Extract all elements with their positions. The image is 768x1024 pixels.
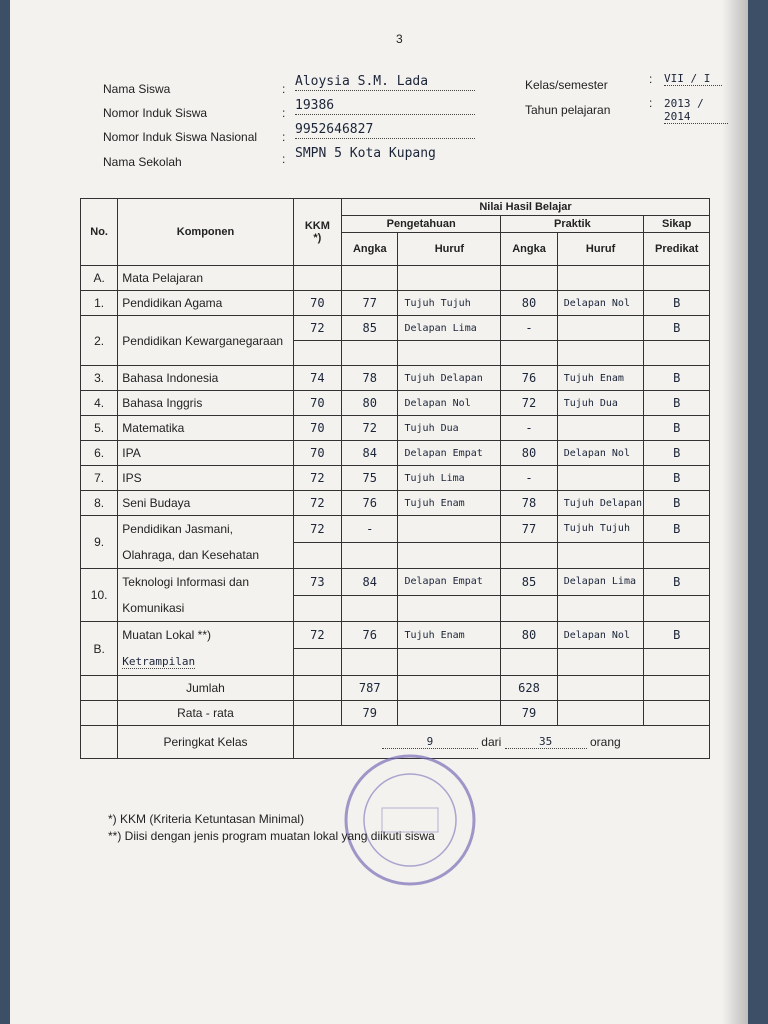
row-praktik-angka: 80 [501,291,557,316]
row-praktik-angka: 72 [501,391,557,416]
table-row [81,491,710,516]
rata-praktik: 79 [501,701,557,726]
row-no: 6. [81,441,118,466]
row-praktik-huruf [557,316,644,341]
row-praktik-huruf: Delapan Nol [557,291,644,316]
row-pengetahuan-huruf: Delapan Nol [398,391,501,416]
row-praktik-angka: - [501,466,557,491]
section-b-kkm: 72 [293,622,341,649]
blank-cell [644,595,710,622]
muatan-lokal-name: Ketrampilan [122,655,196,668]
row-predikat: B [644,416,710,441]
section-b-k-angka: 80 [501,622,557,649]
row-no: 7. [81,466,118,491]
row-predikat: B [644,516,710,543]
jumlah-pengetahuan: 787 [342,676,398,701]
student-name-value: Aloysia S.M. Lada [295,74,475,91]
header-pengetahuan-angka: Angka [342,233,398,266]
jumlah-row [81,676,710,701]
row-komponen: IPS [118,466,293,491]
nis-value: 19386 [295,98,475,115]
colon: : [282,152,286,166]
section-b-k-huruf: Delapan Nol [557,622,644,649]
row-kkm: 70 [293,391,341,416]
row-kkm: 72 [293,516,341,543]
header-nilai: Nilai Hasil Belajar [342,199,710,216]
rata-label: Rata - rata [118,701,293,726]
row-praktik-angka: 77 [501,516,557,543]
row-pengetahuan-angka: - [342,516,398,543]
rank-total: 35 [505,735,587,749]
row-pengetahuan-angka: 77 [342,291,398,316]
row-predikat: B [644,569,710,596]
stamp-inner-ring [364,774,456,866]
row-praktik-angka: 78 [501,491,557,516]
peringkat-label: Peringkat Kelas [118,726,293,759]
row-predikat: B [644,441,710,466]
row-komponen: Seni Budaya [118,491,293,516]
header-kkm-label: KKM [304,220,330,232]
section-a-no: A. [81,266,118,291]
blank-cell [557,595,644,622]
row-pengetahuan-huruf: Tujuh Delapan [398,366,501,391]
row-no: 4. [81,391,118,416]
colon: : [649,72,653,86]
row-komponen: Pendidikan Jasmani, Olahraga, dan Kesehatan [118,516,293,569]
row-praktik-huruf: Delapan Nol [557,441,644,466]
blank-cell [342,341,398,366]
row-pengetahuan-huruf: Delapan Empat [398,569,501,596]
school-label: Nama Sekolah [103,155,182,169]
nisn-value: 9952646827 [295,122,475,139]
row-praktik-angka: 80 [501,441,557,466]
row-pengetahuan-huruf [398,516,501,543]
table-row [81,391,710,416]
blank-cell [293,595,341,622]
row-komponen: Pendidikan Kewarganegaraan [118,316,293,366]
row-pengetahuan-angka: 85 [342,316,398,341]
blank-cell [501,542,557,569]
row-pengetahuan-huruf: Tujuh Dua [398,416,501,441]
class-semester-label: Kelas/semester [525,78,608,92]
section-b-predikat: B [644,622,710,649]
row-pengetahuan-angka: 75 [342,466,398,491]
blank-cell [342,595,398,622]
header-praktik-angka: Angka [501,233,557,266]
table-row [81,569,710,596]
row-pengetahuan-huruf: Delapan Lima [398,316,501,341]
section-a-row [81,266,710,291]
colon: : [282,130,286,144]
jumlah-label: Jumlah [118,676,293,701]
blank-cell [398,341,501,366]
row-praktik-huruf: Tujuh Dua [557,391,644,416]
row-praktik-huruf: Tujuh Enam [557,366,644,391]
row-kkm: 72 [293,491,341,516]
row-praktik-huruf: Delapan Lima [557,569,644,596]
rata-row [81,701,710,726]
row-kkm: 72 [293,466,341,491]
row-predikat: B [644,316,710,341]
header-pengetahuan: Pengetahuan [342,216,501,233]
row-praktik-huruf: Tujuh Tujuh [557,516,644,543]
header-kkm [293,199,341,266]
section-b-p-angka: 76 [342,622,398,649]
blank-cell [398,595,501,622]
blank-cell [501,595,557,622]
row-kkm: 70 [293,416,341,441]
row-no: 1. [81,291,118,316]
blank-cell [557,341,644,366]
jumlah-praktik: 628 [501,676,557,701]
row-komponen: Matematika [118,416,293,441]
header-predikat: Predikat [644,233,710,266]
row-komponen: Teknologi Informasi dan Komunikasi [118,569,293,622]
school-year-value: 2013 / 2014 [664,97,728,124]
row-praktik-angka: - [501,416,557,441]
table-row [81,291,710,316]
row-praktik-angka: - [501,316,557,341]
school-value: SMPN 5 Kota Kupang [295,146,436,161]
row-pengetahuan-huruf: Tujuh Lima [398,466,501,491]
page-number: 3 [396,32,403,46]
header-sikap: Sikap [644,216,710,233]
stamp-outer-ring [346,756,474,884]
colon: : [282,82,286,96]
colon: : [282,106,286,120]
dari-text: dari [481,735,502,749]
row-kkm: 70 [293,441,341,466]
section-b-row [81,622,710,649]
row-pengetahuan-angka: 76 [342,491,398,516]
section-b-p-huruf: Tujuh Enam [398,622,501,649]
row-no: 2. [81,316,118,366]
rata-pengetahuan: 79 [342,701,398,726]
table-row [81,316,710,341]
row-predikat: B [644,291,710,316]
row-predikat: B [644,391,710,416]
row-kkm: 72 [293,316,341,341]
row-kkm: 73 [293,569,341,596]
row-pengetahuan-angka: 84 [342,441,398,466]
student-name-label: Nama Siswa [103,82,171,96]
blank-cell [557,542,644,569]
school-stamp [342,752,478,888]
row-no: 8. [81,491,118,516]
blank-cell [398,542,501,569]
table-row [81,366,710,391]
section-b-komponen [118,622,293,676]
table-row [81,466,710,491]
blank-cell [342,542,398,569]
blank-cell [501,341,557,366]
blank-cell [644,341,710,366]
header-kkm-note: *) [313,232,322,244]
row-pengetahuan-huruf: Delapan Empat [398,441,501,466]
row-pengetahuan-huruf: Tujuh Enam [398,491,501,516]
row-praktik-huruf [557,466,644,491]
row-komponen: Pendidikan Agama [118,291,293,316]
row-kkm: 74 [293,366,341,391]
row-pengetahuan-angka: 84 [342,569,398,596]
row-praktik-huruf: Tujuh Delapan [557,491,644,516]
row-komponen: IPA [118,441,293,466]
muatan-lokal-label: Muatan Lokal **) [122,628,211,642]
report-card-page [10,0,748,1024]
subject-rows [81,291,710,622]
header-komponen: Komponen [118,199,293,266]
blank-cell [293,341,341,366]
row-komponen: Bahasa Indonesia [118,366,293,391]
row-pengetahuan-angka: 80 [342,391,398,416]
row-no: 10. [81,569,118,622]
row-no: 9. [81,516,118,569]
row-praktik-huruf [557,416,644,441]
row-no: 5. [81,416,118,441]
row-predikat: B [644,466,710,491]
row-komponen: Bahasa Inggris [118,391,293,416]
row-predikat: B [644,491,710,516]
blank-cell [293,542,341,569]
table-row [81,516,710,543]
blank-cell [644,542,710,569]
row-pengetahuan-angka: 78 [342,366,398,391]
class-semester-value: VII / I [664,72,722,86]
table-row [81,441,710,466]
grades-table [80,198,710,759]
row-kkm: 70 [293,291,341,316]
section-b-no: B. [81,622,118,676]
footnote-kkm: *) KKM (Kriteria Ketuntasan Minimal) [108,812,305,826]
table-row [81,416,710,441]
row-predikat: B [644,366,710,391]
school-year-label: Tahun pelajaran [525,103,611,117]
colon: : [649,96,653,110]
header-row-1 [81,199,710,216]
row-praktik-angka: 85 [501,569,557,596]
rank-value: 9 [382,735,478,749]
nisn-label: Nomor Induk Siswa Nasional [103,130,258,144]
header-praktik: Praktik [501,216,644,233]
row-no: 3. [81,366,118,391]
header-no: No. [81,199,118,266]
row-pengetahuan-angka: 72 [342,416,398,441]
orang-text: orang [590,735,621,749]
nis-label: Nomor Induk Siswa [103,106,208,120]
row-praktik-angka: 76 [501,366,557,391]
header-praktik-huruf: Huruf [557,233,644,266]
header-pengetahuan-huruf: Huruf [398,233,501,266]
row-pengetahuan-huruf: Tujuh Tujuh [398,291,501,316]
section-a-label: Mata Pelajaran [118,266,293,291]
footnote-muatan-lokal: **) Diisi dengan jenis program muatan lokal yang diikuti siswa [108,829,435,843]
